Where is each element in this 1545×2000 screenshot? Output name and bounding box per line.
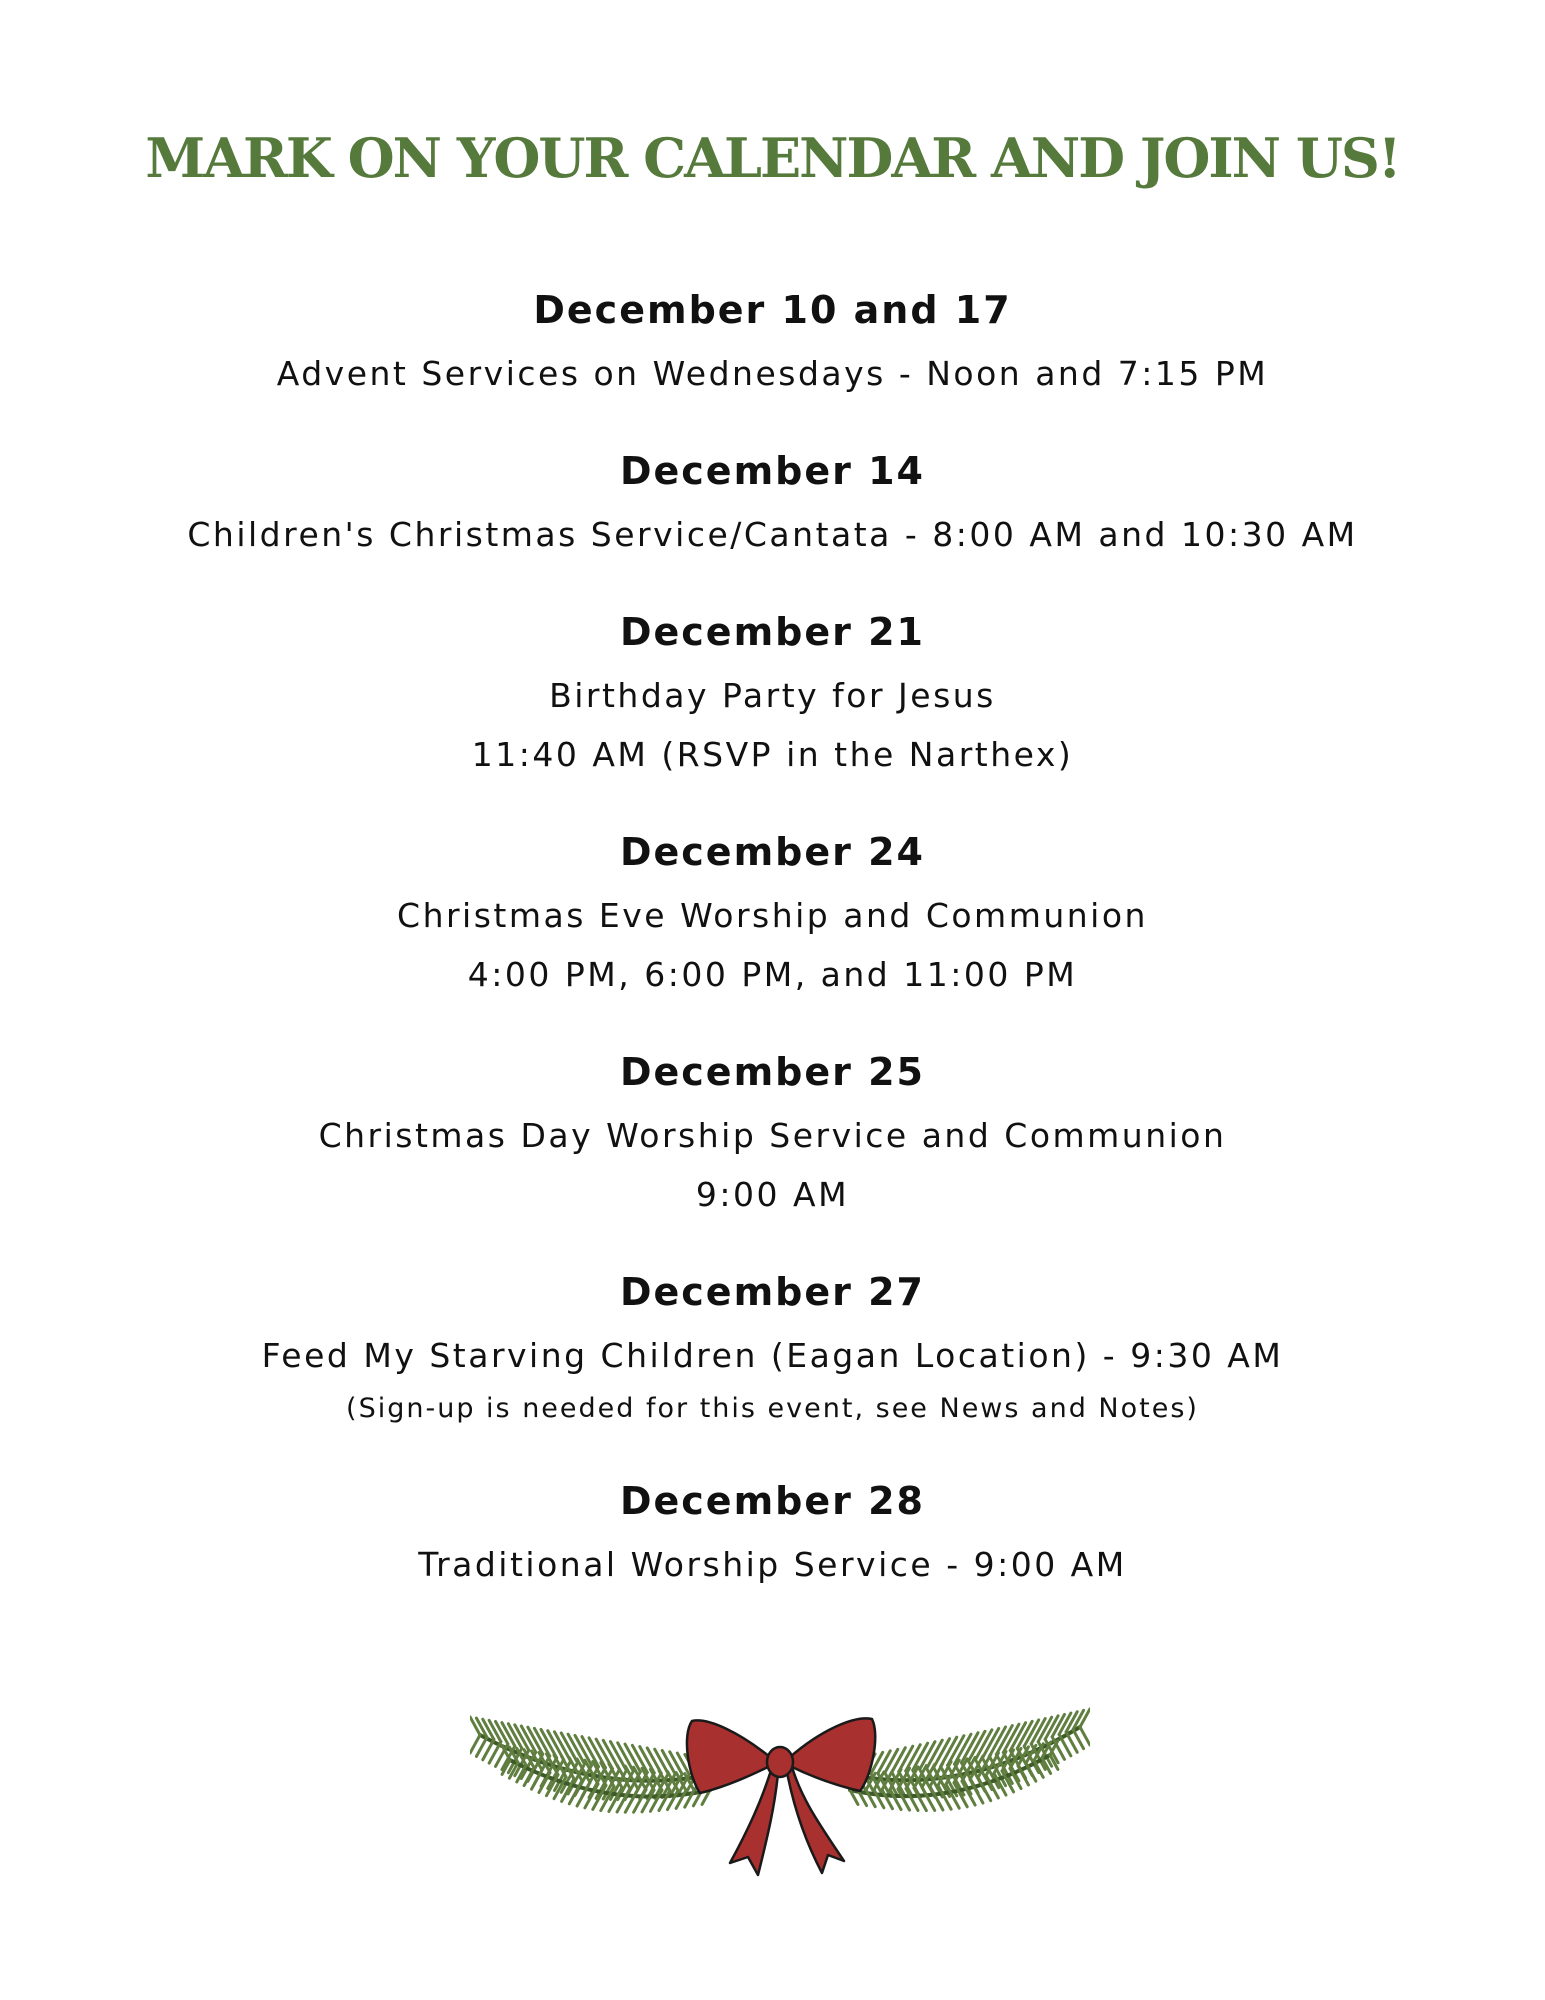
event-item	[0, 441, 1545, 564]
event-date: December 28	[619, 1479, 926, 1523]
pine-garland-with-bow-icon	[470, 1705, 1090, 1915]
event-date: December 21	[619, 610, 926, 654]
event-item	[0, 1262, 1545, 1433]
event-description: Birthday Party for Jesus	[549, 676, 996, 715]
event-item	[0, 1471, 1545, 1594]
event-list	[0, 280, 1545, 1632]
event-date: December 27	[619, 1270, 926, 1314]
event-time: 9:00 AM	[695, 1175, 850, 1214]
event-description: Advent Services on Wednesdays - Noon and 7:15 PM	[276, 354, 1269, 393]
event-time: 4:00 PM, 6:00 PM, and 11:00 PM	[467, 955, 1078, 994]
event-item	[0, 602, 1545, 784]
event-date: December 25	[619, 1050, 926, 1094]
event-item	[0, 822, 1545, 1004]
page-title: MARK ON YOUR CALENDAR AND JOIN US!	[145, 126, 1400, 190]
event-item	[0, 1042, 1545, 1224]
bow-icon	[687, 1718, 875, 1875]
event-description: Children's Christmas Service/Cantata - 8:00 AM and 10:30 AM	[187, 515, 1358, 554]
event-date: December 24	[619, 830, 926, 874]
event-date: December 14	[619, 449, 926, 493]
event-description: Christmas Day Worship Service and Communion	[318, 1116, 1227, 1155]
event-description: Christmas Eve Worship and Communion	[397, 896, 1148, 935]
event-description: Traditional Worship Service - 9:00 AM	[418, 1545, 1127, 1584]
event-description: Feed My Starving Children (Eagan Location) - 9:30 AM	[261, 1336, 1284, 1375]
event-time: 11:40 AM (RSVP in the Narthex)	[471, 735, 1074, 774]
event-item	[0, 280, 1545, 403]
event-note: (Sign-up is needed for this event, see News and Notes)	[346, 1393, 1199, 1424]
event-date: December 10 and 17	[533, 288, 1012, 332]
